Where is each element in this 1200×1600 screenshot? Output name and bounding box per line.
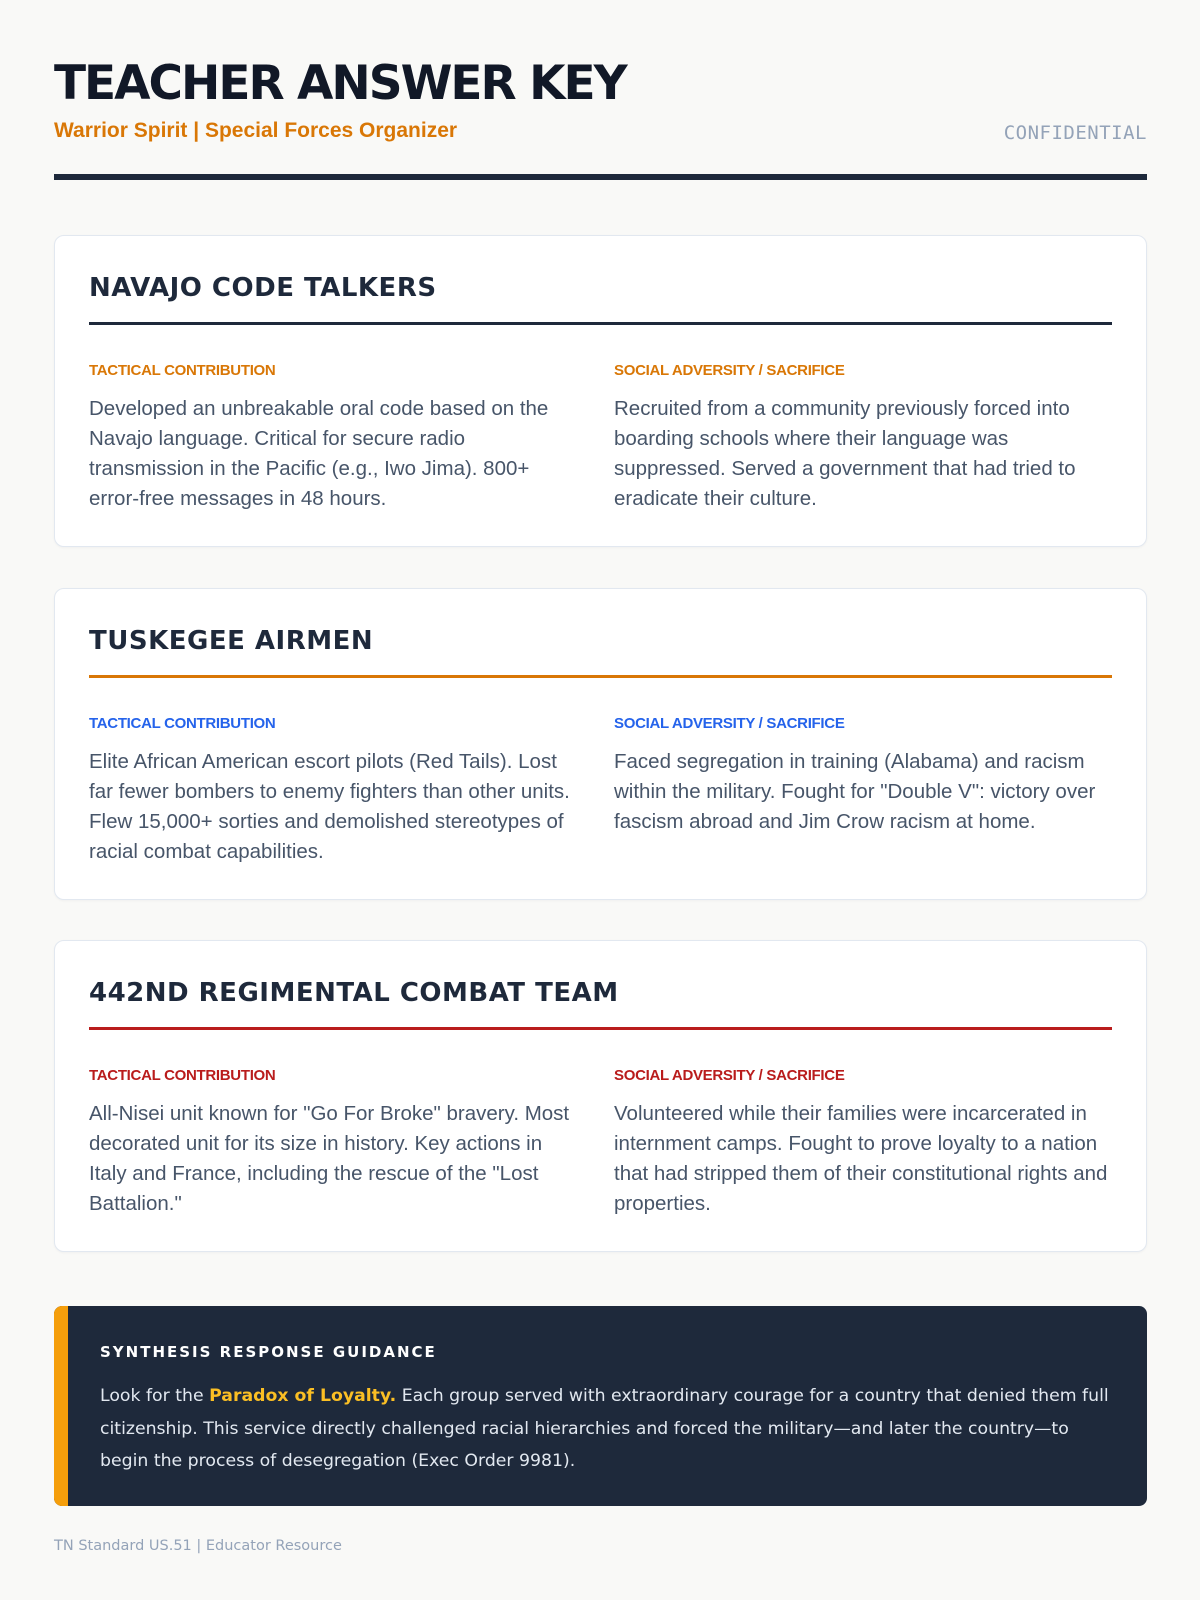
social-text: Volunteered while their families were incarcerated in internment camps. Fought to prove loyalty to a nation that had stripped them of their constitutional rights and properties. <box>614 1102 1108 1215</box>
section-card-navajo-code-talkers <box>54 235 1147 547</box>
section-divider <box>89 675 1112 678</box>
confidential-badge: CONFIDENTIAL <box>1003 122 1147 144</box>
page-subtitle: Warrior Spirit | Special Forces Organizer <box>54 119 458 142</box>
social-column <box>614 362 1112 514</box>
social-text: Recruited from a community previously forced into boarding schools where their language was suppressed. Served a government that had tried to eradicate their culture. <box>614 397 1076 510</box>
section-divider <box>89 322 1112 325</box>
tactical-label: TACTICAL CONTRIBUTION <box>89 362 276 379</box>
social-text: Faced segregation in training (Alabama) and racism within the military. Fought for "Double V": victory over fascism abroad and Jim Crow racism at home. <box>614 750 1096 833</box>
section-title: TUSKEGEE AIRMEN <box>89 626 374 656</box>
page-title: TEACHER ANSWER KEY <box>54 56 626 111</box>
social-column <box>614 715 1112 837</box>
page-header <box>54 0 1147 180</box>
synthesis-text <box>100 1380 1110 1478</box>
answer-key-page <box>54 0 1147 1554</box>
tactical-label: TACTICAL CONTRIBUTION <box>89 715 276 732</box>
synthesis-text-intro: Look for the <box>100 1386 210 1406</box>
tactical-column <box>89 1067 585 1219</box>
social-column <box>614 1067 1112 1219</box>
footer-standard-note: TN Standard US.51 | Educator Resource <box>54 1538 342 1554</box>
social-label: SOCIAL ADVERSITY / SACRIFICE <box>614 362 845 379</box>
header-divider <box>54 174 1147 180</box>
synthesis-text-body: Each group served with extraordinary courage for a country that denied them full citizenship. This service directly challenged racial hierarchies and forced the military—and later the country—to begin the process of desegregation (Exec Order 9981). <box>100 1386 1109 1471</box>
tactical-text: All-Nisei unit known for "Go For Broke" bravery. Most decorated unit for its size in history. Key actions in Italy and France, including the rescue of the "Lost Battalion." <box>89 1102 570 1215</box>
tactical-column <box>89 362 585 514</box>
tactical-text: Elite African American escort pilots (Red Tails). Lost far fewer bombers to enemy fighters than other units. Flew 15,000+ sorties and demolished stereotypes of racial combat capabilities. <box>89 750 570 863</box>
paradox-of-loyalty-highlight: Paradox of Loyalty. <box>209 1386 397 1406</box>
tactical-column <box>89 715 585 867</box>
tactical-text: Developed an unbreakable oral code based on the Navajo language. Critical for secure radio transmission in the Pacific (e.g., Iwo Jima). 800+ error-free messages in 48 hours. <box>89 397 549 510</box>
synthesis-heading: SYNTHESIS RESPONSE GUIDANCE <box>100 1343 437 1361</box>
section-title: 442ND REGIMENTAL COMBAT TEAM <box>89 978 619 1008</box>
section-title: NAVAJO CODE TALKERS <box>89 273 437 303</box>
social-label: SOCIAL ADVERSITY / SACRIFICE <box>614 1067 845 1084</box>
synthesis-accent-bar <box>54 1306 68 1506</box>
social-label: SOCIAL ADVERSITY / SACRIFICE <box>614 715 845 732</box>
section-divider <box>89 1027 1112 1030</box>
tactical-label: TACTICAL CONTRIBUTION <box>89 1067 276 1084</box>
section-card-442nd-regimental-combat-team <box>54 940 1147 1252</box>
synthesis-guidance-panel <box>54 1306 1147 1506</box>
section-card-tuskegee-airmen <box>54 588 1147 900</box>
